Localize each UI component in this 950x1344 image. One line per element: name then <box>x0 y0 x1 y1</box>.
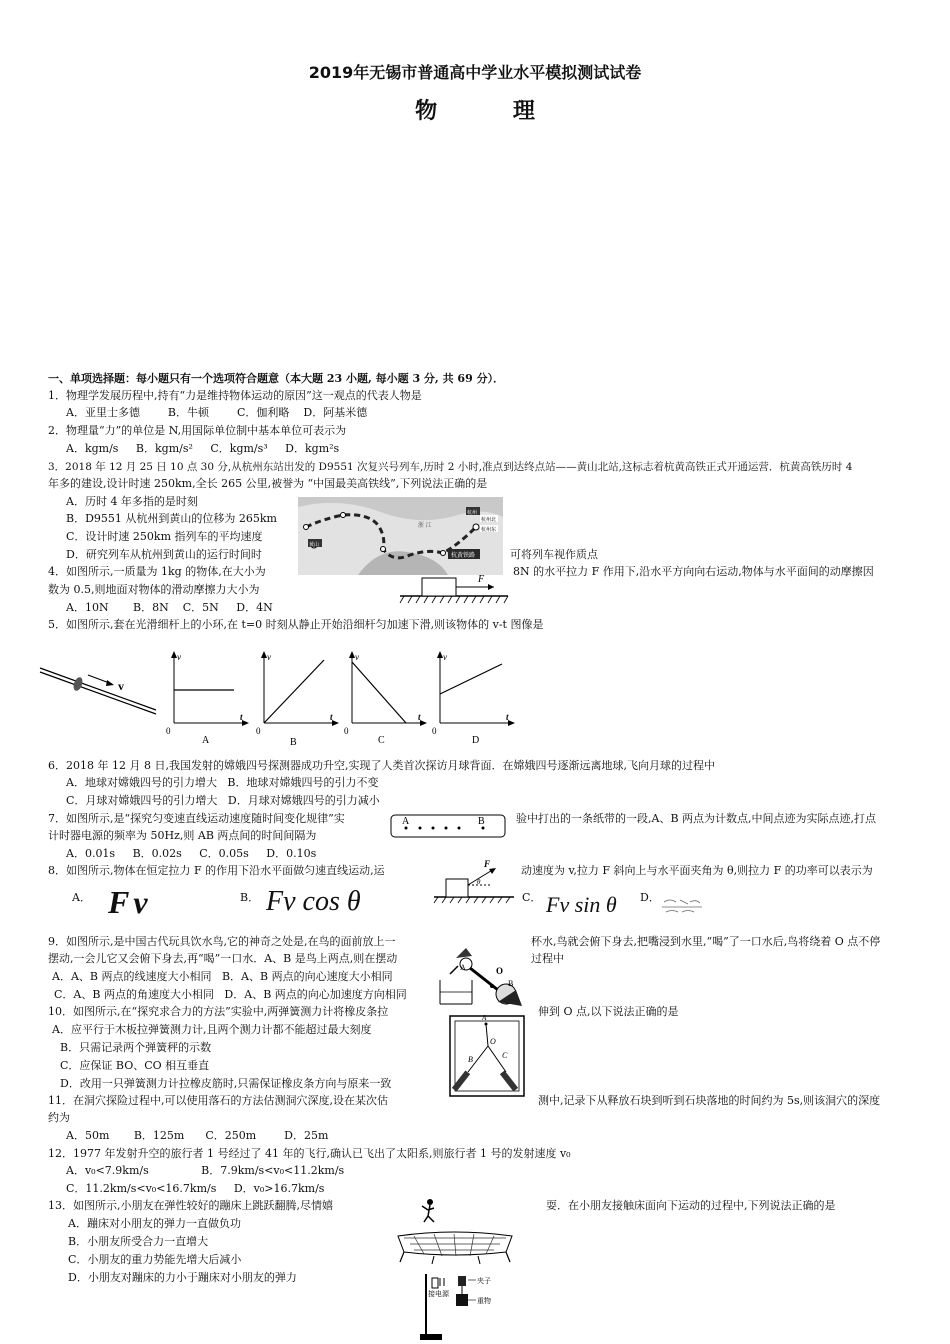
q8-angle-label: θ <box>477 878 481 886</box>
q9-stem-right: 杯水,鸟就会俯下身去,把嘴浸到水里,“喝”了一口水后,鸟将绕着 O 点不停 <box>531 935 881 948</box>
q8-option-a-label: A． <box>72 891 91 904</box>
map-label-zhejiang: 浙 江 <box>418 523 432 529</box>
graph-letter: A <box>202 735 210 746</box>
tape-label-b: B <box>478 816 485 827</box>
axis-t: t <box>240 712 243 722</box>
label-b: B <box>468 1055 473 1064</box>
q7-stem-left: 7．如图所示,是“探究匀变速直线运动速度随时间变化规律”实 <box>48 812 345 825</box>
q13-option-a: A．蹦床对小朋友的弹力一直做负功 <box>68 1217 241 1230</box>
q6-stem: 6．2018 年 12 月 8 日,我国发射的嫦娥四号探测器成功升空,实现了人类首次探访月球背面．在嫦娥四号逐渐远离地球,飞向月球的过程中 <box>48 759 715 772</box>
q5-v-label: v <box>118 679 124 693</box>
q3-option-a: A．历时 4 年多指的是时刻 <box>66 495 198 508</box>
q3-option-c: C．设计时速 250km 指列车的平均速度 <box>66 530 263 543</box>
railway-map-figure <box>298 497 503 575</box>
exam-title: 2019年无锡市普通高中学业水平模拟测试试卷 <box>308 63 642 82</box>
q12-stem: 12．1977 年发射升空的旅行者 1 号经过了 41 年的飞行,确认已飞出了太阳系,则旅行者 1 号的发射速度 v₀ <box>48 1147 571 1160</box>
q6-options-ab: A．地球对嫦娥四号的引力增大 B．地球对嫦娥四号的引力不变 <box>66 776 379 789</box>
ring-on-rod-figure <box>38 650 163 720</box>
q3-option-d-left: D．研究列车从杭州到黄山的运行时间时 <box>66 548 262 561</box>
axis-t: t <box>330 712 333 722</box>
q13-stem-left: 13．如图所示,小朋友在弹性较好的蹦床上跳跃翻腾,尽情嬉 <box>48 1199 333 1212</box>
tape-label-a: A <box>402 816 410 827</box>
label-clip: 夹子 <box>477 1277 491 1285</box>
label-weight: 重物 <box>477 1297 491 1305</box>
bird-label-a: A <box>460 963 466 972</box>
force-combination-figure <box>448 1012 528 1100</box>
q9-options-ab: A．A、B 两点的线速度大小相同 B．A、B 两点的向心速度大小相同 <box>52 970 393 983</box>
map-label-hangzhou-east: 杭州东 <box>481 528 497 533</box>
q4-force-label: F <box>478 574 485 585</box>
q11-stem-right: 测中,记录下从释放石块到听到石块落地的时间约为 5s,则该洞穴的深度 <box>538 1094 881 1107</box>
label-o: O <box>490 1037 496 1046</box>
q3-stem-line2: 年多的建设,设计时速 250km,全长 265 公里,被誉为 “中国最美高铁线”,下列说法正确的是 <box>48 477 488 490</box>
axis-v: v <box>355 652 359 662</box>
axis-origin: 0 <box>344 726 349 736</box>
axis-origin: 0 <box>432 726 437 736</box>
q13-stem-right: 耍．在小朋友接触床面向下运动的过程中,下列说法正确的是 <box>546 1199 836 1212</box>
graph-letter: C <box>378 735 385 746</box>
q3-stem-line1: 3．2018 年 12 月 25 日 10 点 30 分,从杭州东站出发的 D9551 次复兴号列车,历时 2 小时,准点到达终点站——黄山北站,这标志着杭黄高铁正式开通运营．杭黄高铁历时 4 <box>48 461 853 473</box>
q8-force-label: F <box>484 859 491 869</box>
q7-stem-right: 验中打出的一条纸带的一段,A、B 两点为计数点,中间点迹为实际点迹,打点 <box>516 812 877 825</box>
q9-stem-line2-right: 过程中 <box>531 952 564 965</box>
bird-label-b: B <box>508 979 514 988</box>
angled-pull-figure <box>432 855 517 905</box>
q10-stem-left: 10．如图所示,在“探究求合力的方法”实验中,两弹簧测力计将橡皮条拉 <box>48 1005 389 1018</box>
q11-stem-left: 11．在洞穴探险过程中,可以使用落石的方法估测洞穴深度,设在某次估 <box>48 1094 388 1107</box>
label-a: A <box>482 1014 487 1022</box>
q9-stem-line2-left: 摆动,一会儿它又会俯下身去,再“喝”一口水．A、B 是鸟上两点,则在摆动 <box>48 952 398 965</box>
map-label-hangzhou: 杭州 <box>467 511 478 516</box>
axis-origin: 0 <box>256 726 261 736</box>
q9-stem-left: 9．如图所示,是中国古代玩具饮水鸟,它的神奇之处是,在鸟的面前放上一 <box>48 935 396 948</box>
q5-graph-a <box>160 648 260 748</box>
label-power: 接电源 <box>428 1290 449 1298</box>
q8-option-d-label: D． <box>640 891 660 904</box>
q8-option-c-label: C． <box>522 891 542 904</box>
q7-options: A．0.01s B．0.02s C．0.05s D．0.10s <box>66 847 317 860</box>
q5-stem: 5．如图所示,套在光滑细杆上的小环,在 t=0 时刻从静止开始沿细杆匀加速下滑,则该物体的 v-t 图像是 <box>48 618 544 631</box>
q5-graph-d <box>426 648 526 748</box>
bird-label-o: O <box>496 966 504 976</box>
q10-option-c: C．应保证 BO、CO 相互垂直 <box>60 1059 210 1072</box>
paper-tape-figure <box>390 812 508 840</box>
timer-apparatus-figure <box>412 1272 502 1342</box>
axis-v: v <box>267 652 271 662</box>
q11-stem-line2: 约为 <box>48 1111 70 1124</box>
q8-stem-right: 动速度为 v,拉力 F 斜向上与水平面夹角为 θ,则拉力 F 的功率可以表示为 <box>521 864 873 877</box>
axis-t: t <box>418 712 421 722</box>
axis-origin: 0 <box>166 726 171 736</box>
q1-options: A．亚里士多德 B．牛顿 C．伽利略 D．阿基米德 <box>66 406 368 419</box>
q3-option-d-right: 可将列车视作质点 <box>510 548 598 561</box>
q13-option-b: B．小朋友所受合力一直增大 <box>68 1235 209 1248</box>
section-heading: 一、单项选择题：每小题只有一个选项符合题意（本大题 23 小题, 每小题 3 分, 共 69 分）． <box>48 372 505 385</box>
q12-options-ab: A．v₀<7.9km/s B．7.9km/s<v₀<11.2km/s <box>66 1164 345 1177</box>
q8-option-b-formula: Fv cos θ <box>266 886 361 917</box>
graph-letter: D <box>472 735 480 746</box>
q7-stem-line2: 计时器电源的频率为 50Hz,则 AB 两点间的时间间隔为 <box>48 829 317 842</box>
q5-graph-b <box>250 648 350 748</box>
q10-option-a: A．应平行于木板拉弹簧测力计,且两个测力计都不能超过最大刻度 <box>52 1023 372 1036</box>
label-c: C <box>502 1051 508 1060</box>
q10-option-b: B．只需记录两个弹簧秤的示数 <box>60 1041 212 1054</box>
q2-stem: 2．物理量“力”的单位是 N,用国际单位制中基本单位可表示为 <box>48 424 347 437</box>
q1-stem: 1．物理学发展历程中,持有“力是维持物体运动的原因”这一观点的代表人物是 <box>48 389 422 402</box>
q4-stem-left: 4．如图所示,一质量为 1kg 的物体,在大小为 <box>48 565 266 578</box>
q4-stem-line2: 数为 0.5,则地面对物体的滑动摩擦力大小为 <box>48 583 260 596</box>
q3-option-b: B．D9551 从杭州到黄山的位移为 265km <box>66 512 277 525</box>
q8-stem-left: 8．如图所示,物体在恒定拉力 F 的作用下沿水平面做匀速直线运动,运 <box>48 864 385 877</box>
q6-options-cd: C．月球对嫦娥四号的引力增大 D．月球对嫦娥四号的引力减小 <box>66 794 380 807</box>
q11-options: A．50m B．125m C．250m D．25m <box>66 1129 329 1142</box>
q8-option-a-formula: Fv <box>108 884 152 920</box>
graph-letter: B <box>290 737 297 748</box>
axis-t: t <box>506 712 509 722</box>
trampoline-figure <box>394 1196 518 1268</box>
block-pull-figure <box>398 572 510 606</box>
q2-options: A．kgm/s B．kgm/s² C．kgm/s³ D．kgm²s <box>66 442 340 455</box>
drinking-bird-figure <box>436 944 526 1008</box>
q12-options-cd: C．11.2km/s<v₀<16.7km/s D．v₀>16.7km/s <box>66 1182 325 1195</box>
q9-options-cd: C．A、B 两点的角速度大小相同 D．A、B 两点的向心加速度方向相同 <box>54 988 407 1001</box>
q10-option-d: D．改用一只弹簧测力计拉橡皮筋时,只需保证橡皮条方向与原来一致 <box>60 1077 392 1090</box>
map-label-huangshan: 黄山 <box>309 543 320 548</box>
map-label-hangzhou-north: 杭州北 <box>481 518 497 523</box>
q8-option-c-formula: Fv sin θ <box>546 892 617 917</box>
axis-v: v <box>443 652 447 662</box>
q10-stem-right: 伸到 O 点,以下说法正确的是 <box>538 1005 679 1018</box>
q13-option-d: D．小朋友对蹦床的力小于蹦床对小朋友的弹力 <box>68 1271 297 1284</box>
axis-v: v <box>177 652 181 662</box>
subject-title: 物 理 <box>415 99 569 124</box>
q13-option-c: C．小朋友的重力势能先增大后减小 <box>68 1253 242 1266</box>
q4-options: A．10N B．8N C．5N D．4N <box>66 601 273 614</box>
q5-graph-c <box>338 648 438 748</box>
q4-stem-right: 8N 的水平拉力 F 作用下,沿水平方向向右运动,物体与水平面间的动摩擦因 <box>513 565 874 578</box>
q8-option-b-label: B． <box>240 891 260 904</box>
q8-option-d-formula <box>660 896 704 916</box>
map-label-railway: 杭黄铁路 <box>451 553 476 559</box>
